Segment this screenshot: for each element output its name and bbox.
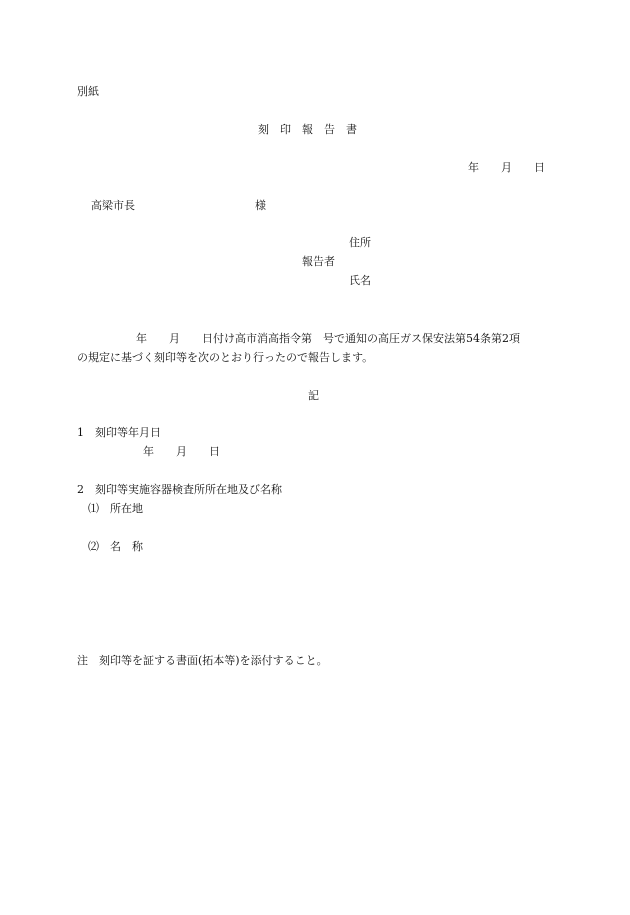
section1-date: 年 月 日 <box>143 445 220 458</box>
addressee-name: 高梁市長 <box>91 199 135 212</box>
document-title: 刻 印 報 告 書 <box>258 123 357 136</box>
appendix-label: 別紙 <box>77 85 99 98</box>
note-line: 注 刻印等を証する書面(拓本等)を添付すること。 <box>77 654 328 667</box>
addressee-honorific: 様 <box>255 199 266 212</box>
body-line-2: の規定に基づく刻印等を次のとおり行ったので報告します。 <box>77 351 374 364</box>
date-line: 年 月 日 <box>468 161 545 174</box>
section2-item-name: ⑵ 名 称 <box>88 540 143 553</box>
ki-heading: 記 <box>308 389 319 402</box>
reporter-name-label: 氏名 <box>349 274 371 287</box>
reporter-address-label: 住所 <box>349 236 371 249</box>
reporter-role-label: 報告者 <box>302 255 335 268</box>
body-line-1: 年 月 日付け高市消高指令第 号で通知の高圧ガス保安法第54条第2項 <box>136 332 520 345</box>
section1-heading: 1 刻印等年月日 <box>77 426 161 439</box>
section2-item-address: ⑴ 所在地 <box>88 502 143 515</box>
section2-heading: 2 刻印等実施容器検査所所在地及び名称 <box>77 483 282 496</box>
